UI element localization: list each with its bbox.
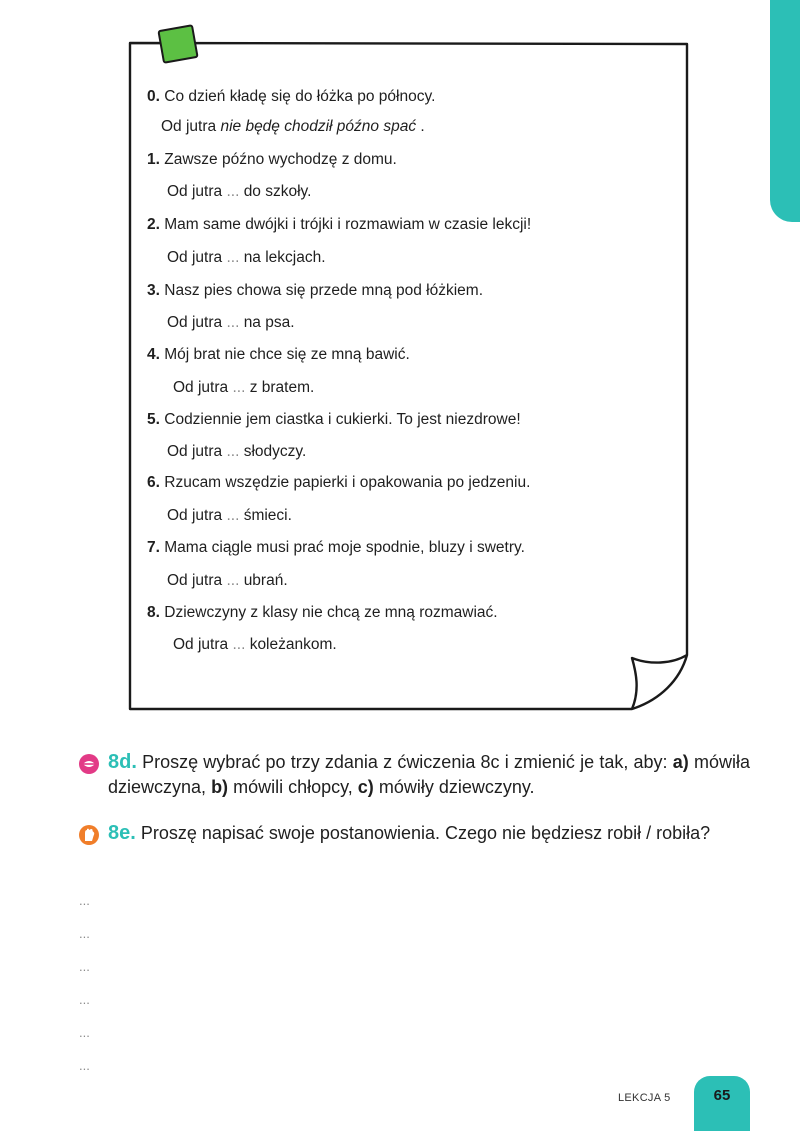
note-item-2: 2. Mam same dwójki i trójki i rozmawiam w czasie lekcji! xyxy=(147,216,532,233)
note-item-7: 7. Mama ciągle musi prać moje spodnie, bluzy i swetry. xyxy=(147,539,525,556)
exercise-number: 8e. xyxy=(108,822,136,844)
page-number-tab xyxy=(694,1076,750,1131)
exercise-number: 8d. xyxy=(108,751,137,773)
note-answer-0: Od jutra nie będę chodził późno spać . xyxy=(161,118,425,135)
blank-line[interactable]: ... xyxy=(79,893,90,908)
lesson-label: LEKCJA 5 xyxy=(618,1092,671,1104)
note-answer-8: Od jutra ... koleżankom. xyxy=(173,636,337,653)
blank-line[interactable]: ... xyxy=(79,1025,90,1040)
exercise-instruction: Proszę wybrać po trzy zdania z ćwiczenia 8c i zmienić je tak, aby: xyxy=(142,752,668,772)
note-item-6: 6. Rzucam wszędzie papierki i opakowania po jedzeniu. xyxy=(147,474,531,491)
note-item-5: 5. Codziennie jem ciastka i cukierki. To jest niezdrowe! xyxy=(147,411,521,428)
exercise-8d: 8d. Proszę wybrać po trzy zdania z ćwiczenia 8c i zmienić je tak, aby: a) mówiła dziewczyna, b) mówili chłopcy, c) mówiły dziewczyny. xyxy=(78,750,750,800)
note-answer-2: Od jutra ... na lekcjach. xyxy=(167,249,326,266)
note-answer-7: Od jutra ... ubrań. xyxy=(167,572,288,589)
note-answer-6: Od jutra ... śmieci. xyxy=(167,507,292,524)
blank-line[interactable]: ... xyxy=(79,1058,90,1073)
note-item-1: 1. Zawsze późno wychodzę z domu. xyxy=(147,151,397,168)
blank-line[interactable]: ... xyxy=(79,959,90,974)
note-answer-3: Od jutra ... na psa. xyxy=(167,314,295,331)
pin-icon xyxy=(158,25,197,62)
exercise-8e xyxy=(78,821,750,846)
note-answer-5: Od jutra ... słodyczy. xyxy=(167,443,307,460)
writing-hand-icon xyxy=(78,824,100,846)
exercise-instruction: Proszę napisać swoje postanowienia. Czego nie będziesz robił / robiła? xyxy=(140,823,711,843)
note-item-0: 0. Co dzień kładę się do łóżka po północy. xyxy=(147,88,436,105)
blank-line[interactable]: ... xyxy=(79,992,90,1007)
note-answer-1: Od jutra ... do szkoły. xyxy=(167,183,312,200)
page-number: 65 xyxy=(713,1087,731,1104)
speaking-mouth-icon xyxy=(78,753,100,775)
note-item-3: 3. Nasz pies chowa się przede mną pod łóżkiem. xyxy=(147,282,484,299)
note-answer-4: Od jutra ... z bratem. xyxy=(173,379,315,396)
note-item-8: 8. Dziewczyny z klasy nie chcą ze mną rozmawiać. xyxy=(147,604,498,621)
note-item-4: 4. Mój brat nie chce się ze mną bawić. xyxy=(147,346,410,363)
blank-line[interactable]: ... xyxy=(79,926,90,941)
